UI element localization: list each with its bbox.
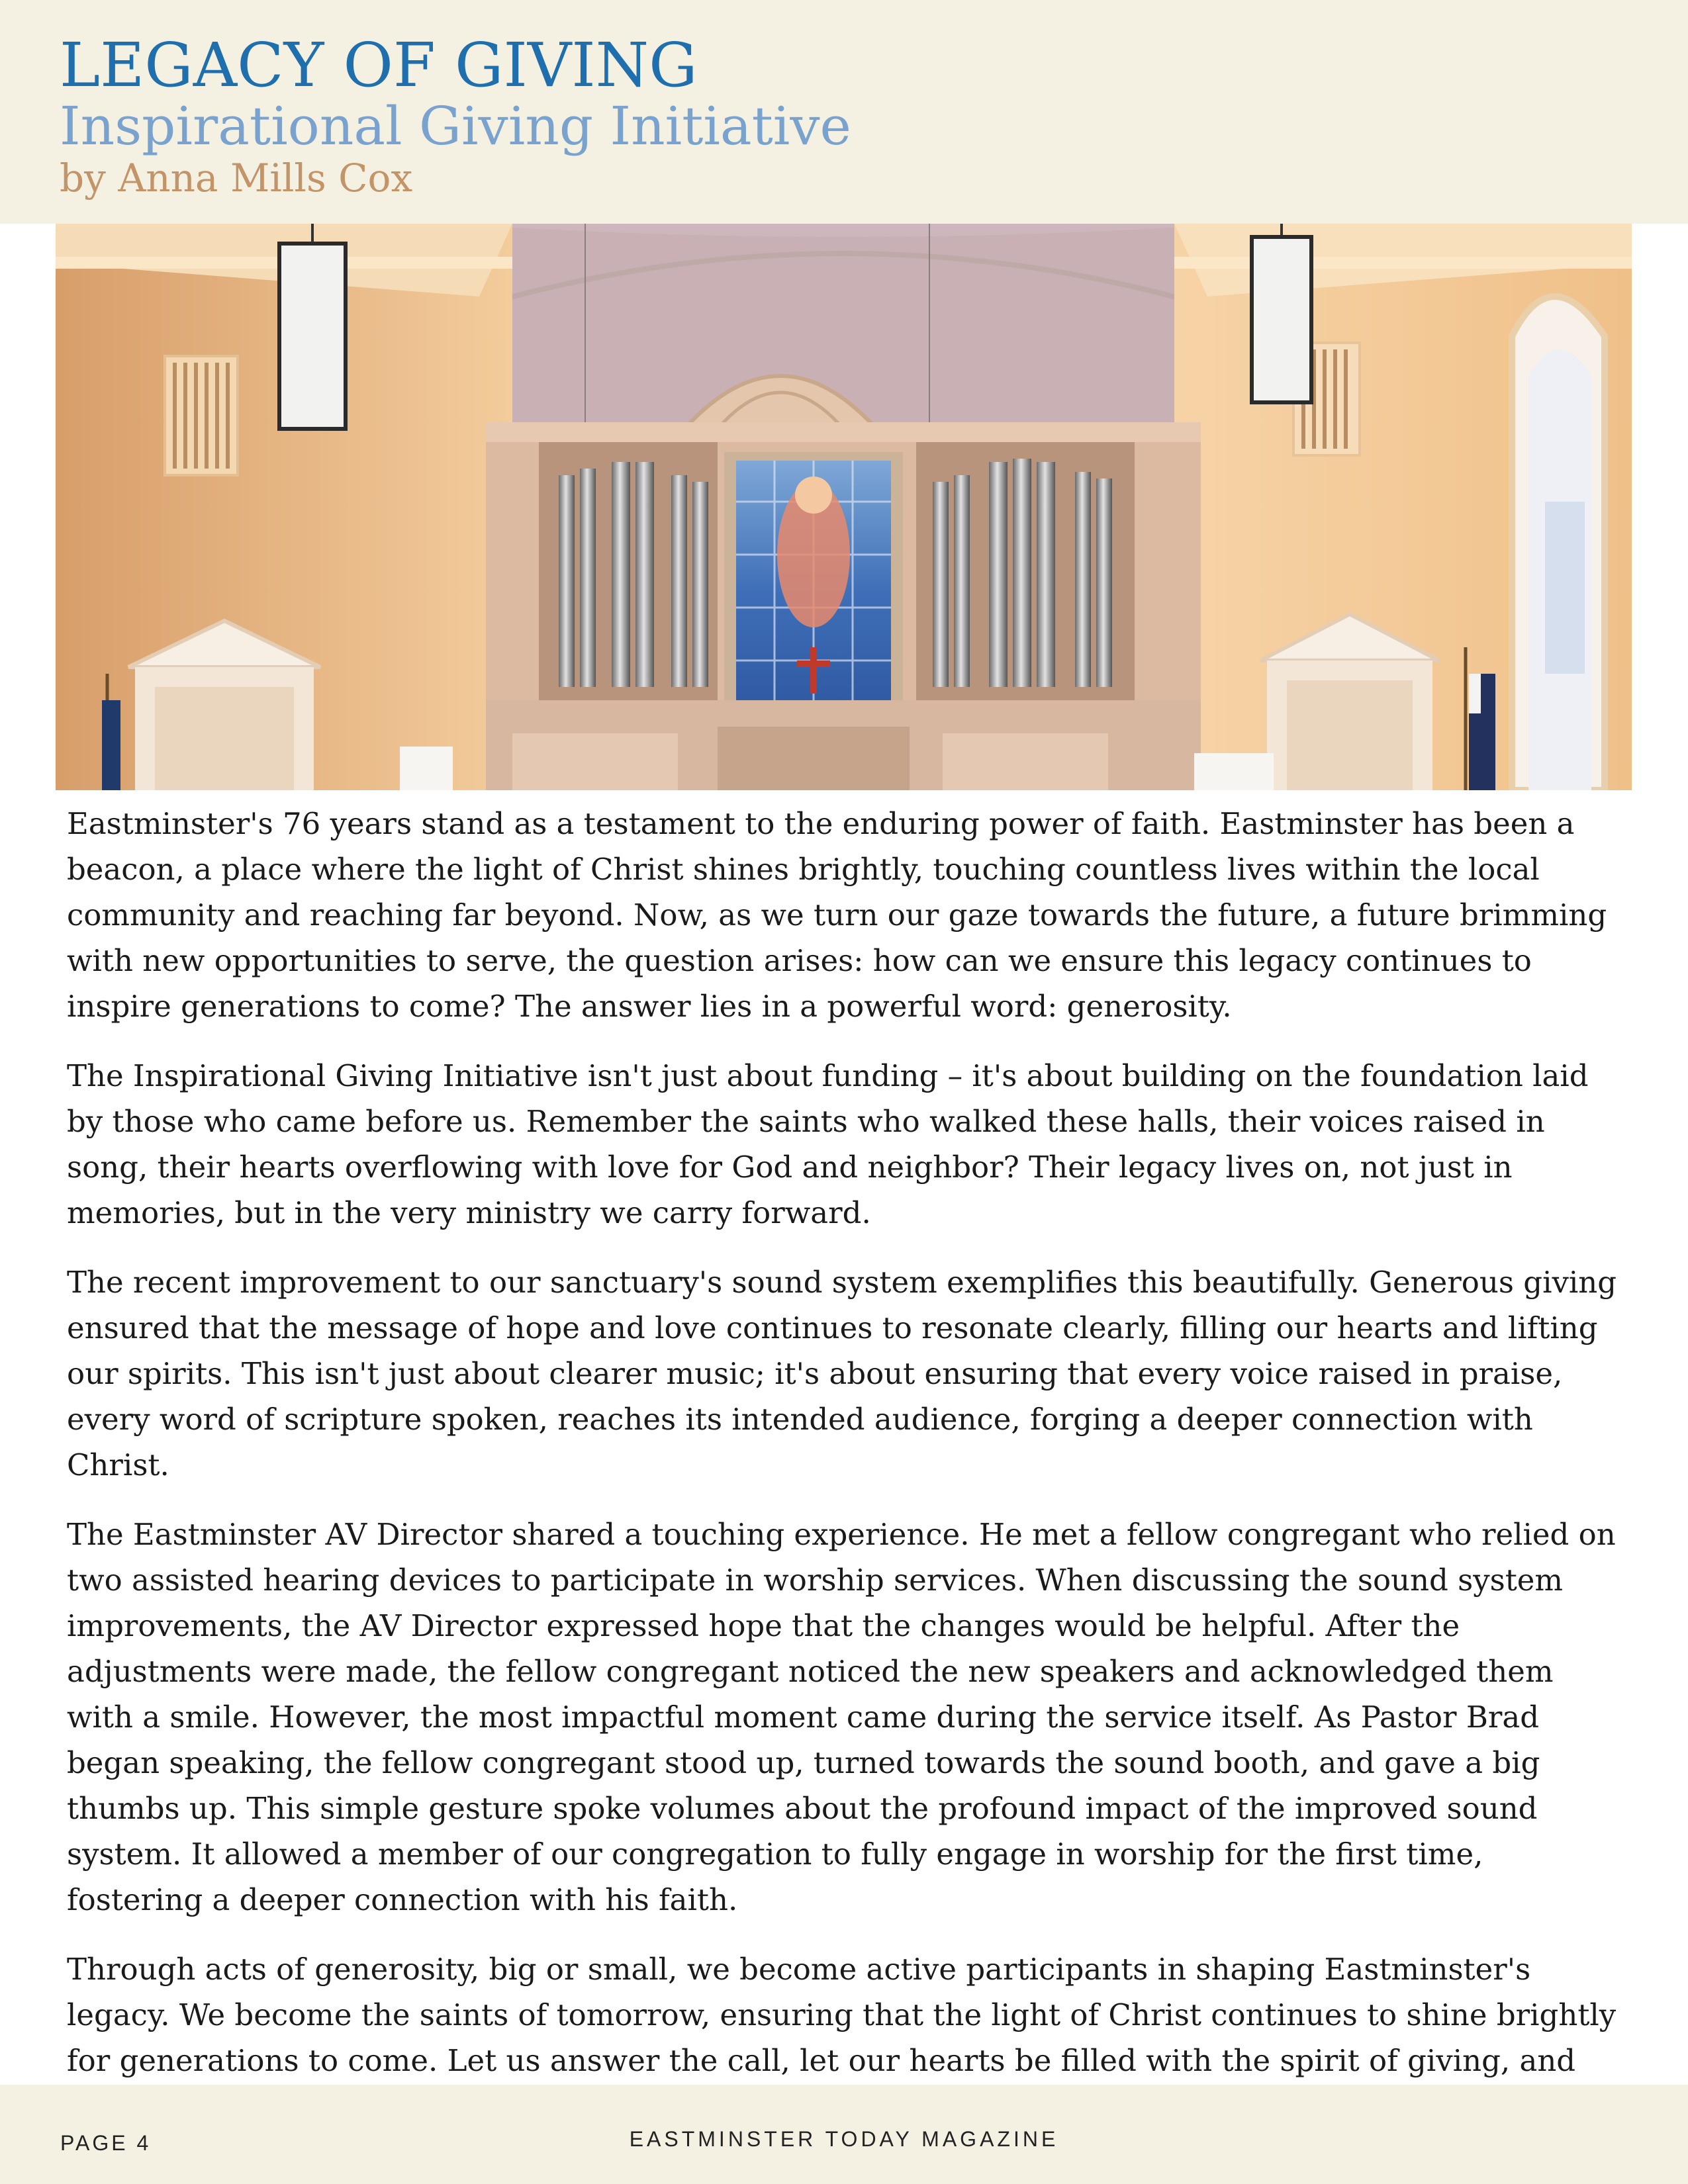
page-number: PAGE 4 <box>60 2131 152 2155</box>
article-body <box>67 801 1624 2153</box>
sanctuary-photo <box>56 224 1632 790</box>
article-paragraph: The Inspirational Giving Initiative isn't just about funding – it's about building on the foundation laid by those who came before us. Remember the saints who walked these halls, their voices raised in song, their hearts overflowing with love for God and neighbor? Their legacy lives on, not just in memories, but in the very ministry we carry forward. <box>67 1058 1589 1230</box>
article-paragraph: Eastminster's 76 years stand as a testament to the enduring power of faith. Eastminster has been a beacon, a place where the light of Christ shines brightly, touching countless lives within the local community and reaching far beyond. Now, as we turn our gaze towards the future, a future brimming with new opportunities to serve, the question arises: how can we ensure this legacy continues to inspire generations to come? The answer lies in a powerful word: generosity. <box>67 806 1607 1024</box>
article-subtitle: Inspirational Giving Initiative <box>60 95 851 157</box>
magazine-name: EASTMINSTER TODAY MAGAZINE <box>629 2127 1059 2151</box>
header-band <box>0 0 1688 224</box>
footer-band <box>0 2085 1688 2184</box>
article-paragraph: The recent improvement to our sanctuary's sound system exemplifies this beautifully. Generous giving ensured that the message of hope and love continues to resonate clearly, filling our hearts and lifting our spirits. This isn't just about clearer music; it's about ensuring that every voice raised in praise, every word of scripture spoken, reaches its intended audience, forging a deeper connection with Christ. <box>67 1265 1617 1482</box>
article-title: LEGACY OF GIVING <box>60 30 698 101</box>
article-paragraph: Through acts of generosity, big or small, we become active participants in shaping Eastminster's legacy. We become the saints of tomorrow, ensuring that the light of Christ continues to shine brightly for generations to come. Let us answer the call, let our hearts be filled with the spirit of giving, and <box>67 1952 1617 2078</box>
author-byline: by Anna Mills Cox <box>60 156 413 201</box>
article-paragraph: The Eastminster AV Director shared a touching experience. He met a fellow congregant who relied on two assisted hearing devices to participate in worship services. When discussing the sound system improvements, the AV Director expressed hope that the changes would be helpful. After the adjustments were made, the fellow congregant noticed the new speakers and acknowledged them with a smile. However, the most impactful moment came during the service itself. As Pastor Brad began speaking, the fellow congregant stood up, turned towards the sound booth, and gave a big thumbs up. This simple gesture spoke volumes about the profound impact of the improved sound system. It allowed a member of our congregation to fully engage in worship for the first time, fostering a deeper connection with his faith. <box>67 1517 1616 1917</box>
